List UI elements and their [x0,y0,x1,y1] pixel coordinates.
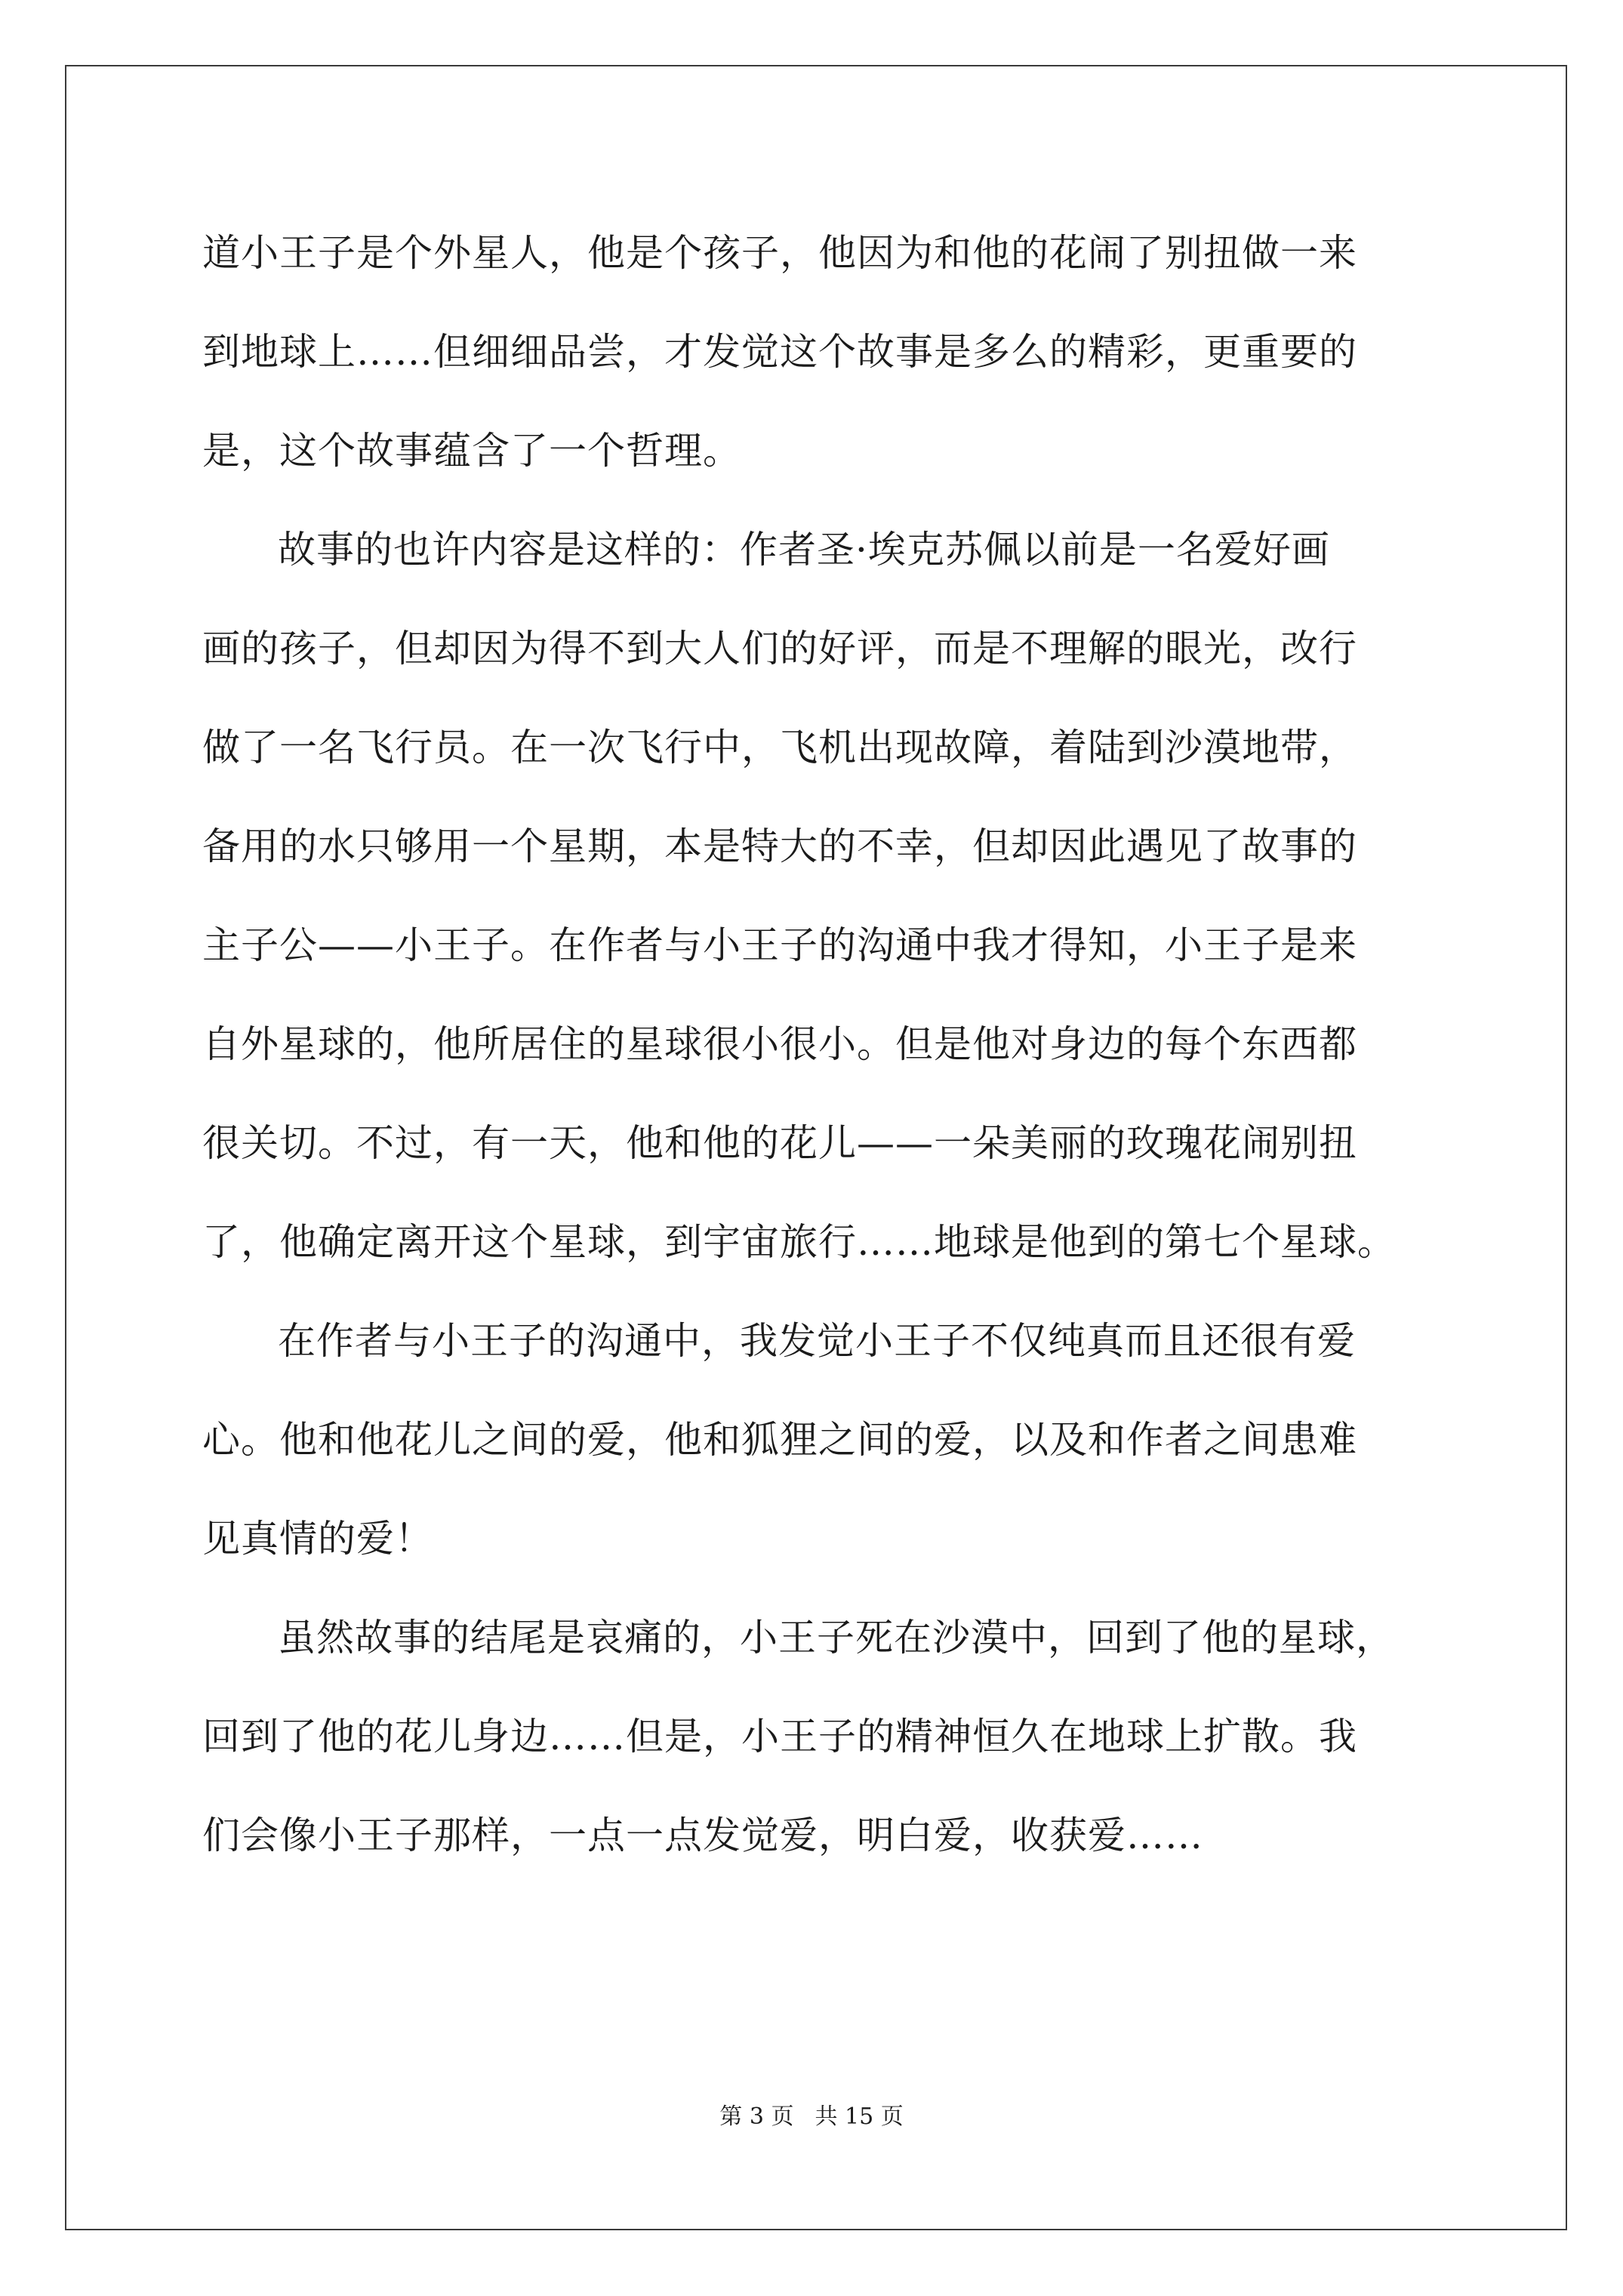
text-line: 们会像小王子那样，一点一点发觉爱，明白爱，收获爱…… [202,1814,1203,1857]
document-body [202,219,1486,1900]
text-line: 做了一名飞行员。在一次飞行中，飞机出现故障，着陆到沙漠地带， [202,726,1357,769]
text-line: 心。他和他花儿之间的爱，他和狐狸之间的爱，以及和作者之间患难 [202,1418,1357,1462]
text-line: 是，这个故事蕴含了一个哲理。 [202,429,741,473]
text-line: 自外星球的，他所居住的星球很小很小。但是他对身边的每个东西都 [202,1022,1357,1066]
paragraph-start-line: 在作者与小王子的沟通中，我发觉小王子不仅纯真而且还很有爱 [278,1319,1356,1363]
text-line: 很关切。不过，有一天，他和他的花儿——一朵美丽的玫瑰花闹别扭 [202,1121,1357,1165]
text-line: 见真情的爱！ [202,1517,433,1561]
text-line: 备用的水只够用一个星期，本是特大的不幸，但却因此遇见了故事的 [202,824,1357,868]
paragraph-start-line: 故事的也许内容是这样的：作者圣·埃克苏佩以前是一名爱好画 [278,528,1330,572]
page-number: 第 3 页 [719,2103,794,2130]
paragraph-start-line: 虽然故事的结尾是哀痛的，小王子死在沙漠中，回到了他的星球， [278,1616,1394,1660]
text-line: 主子公——小王子。在作者与小王子的沟通中我才得知，小王子是来 [202,923,1357,967]
text-line: 了，他确定离开这个星球，到宇宙旅行……地球是他到的第七个星球。 [202,1220,1396,1264]
page-total: 共 15 页 [815,2103,904,2130]
page-footer [0,2102,1623,2132]
text-line: 到地球上……但细细品尝，才发觉这个故事是多么的精彩，更重要的 [202,330,1357,374]
text-line: 回到了他的花儿身边……但是，小王子的精神恒久在地球上扩散。我 [202,1715,1357,1758]
text-line: 画的孩子，但却因为得不到大人们的好评，而是不理解的眼光，改行 [202,627,1357,670]
text-line: 道小王子是个外星人，他是个孩子，他因为和他的花闹了别扭做一来 [202,231,1357,275]
